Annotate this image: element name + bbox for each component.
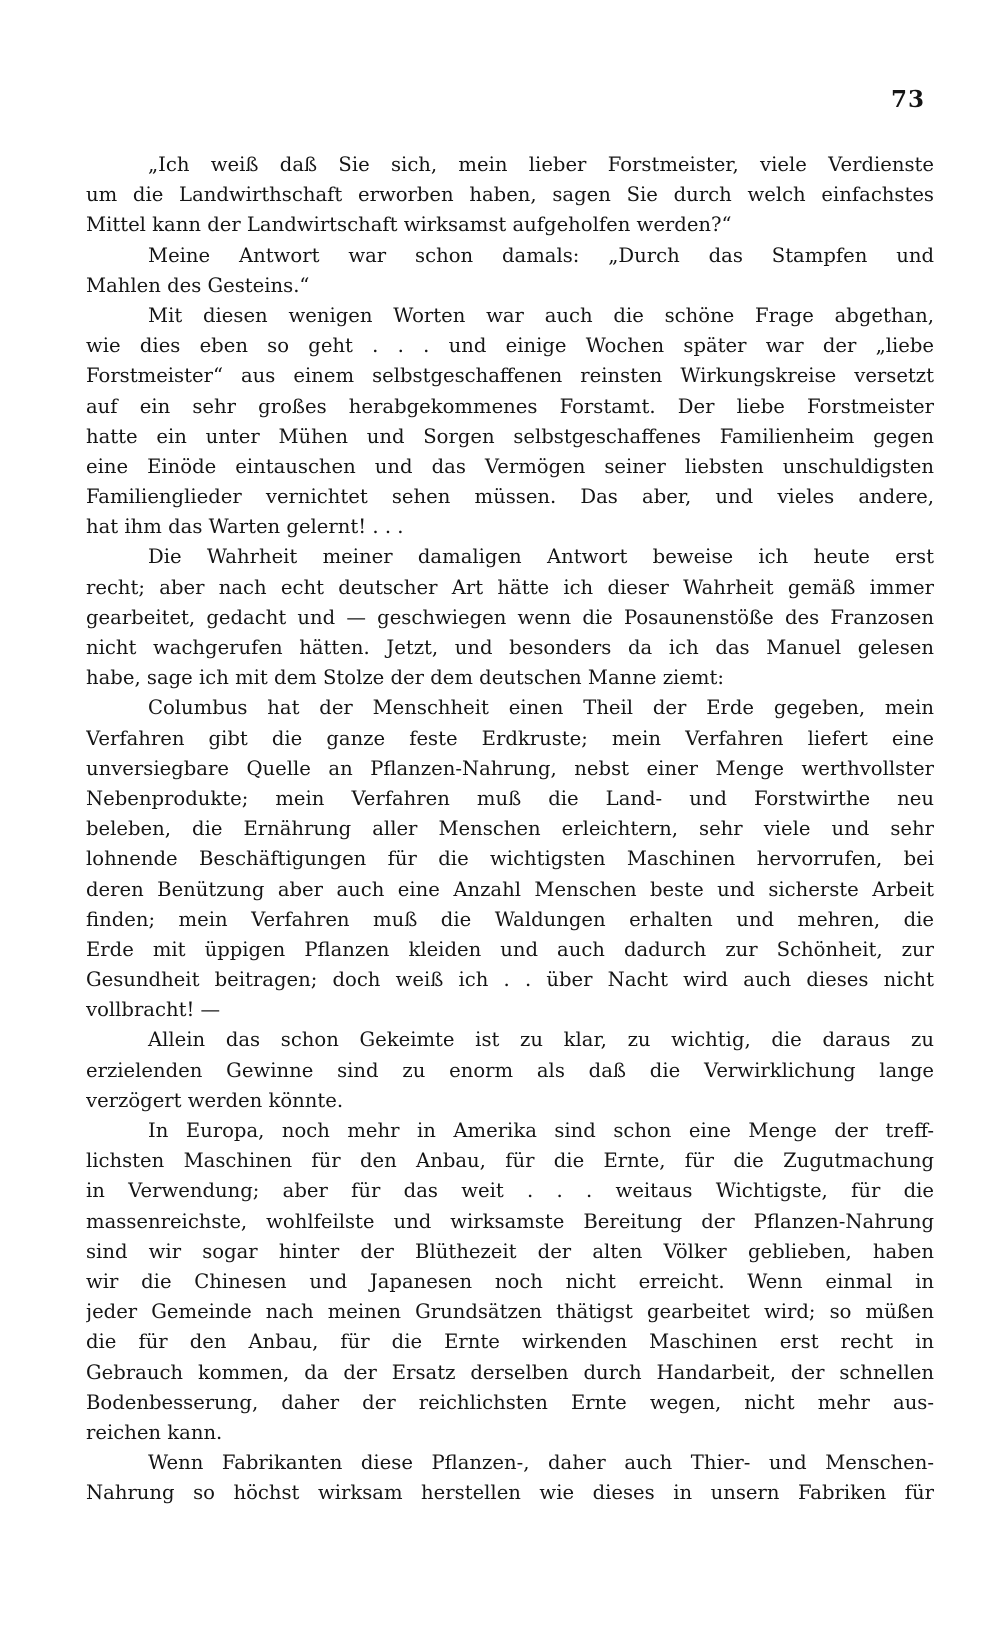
text-line: gearbeitet, gedacht und — geschwiegen wenn die Posaunenstöße des Franzosen [86, 605, 934, 629]
text-line: finden; mein Verfahren muß die Waldungen erhalten und mehren, die [86, 907, 934, 931]
text-line: hat ihm das Warten gelernt! . . . [86, 515, 404, 539]
text-line: deren Benützung aber auch eine Anzahl Menschen beste und sicherste Arbeit [86, 877, 934, 901]
paragraph [86, 542, 934, 693]
paragraph [86, 1025, 934, 1116]
text-line: eine Einöde eintauschen und das Vermögen seiner liebsten unschuldigsten [86, 454, 934, 478]
text-line: sind wir sogar hinter der Blüthezeit der alten Völker geblieben, haben [86, 1239, 934, 1263]
paragraph [86, 1116, 934, 1448]
text-line: hatte ein unter Mühen und Sorgen selbstgeschaffenes Familienheim gegen [86, 424, 934, 448]
text-line: Mittel kann der Landwirtschaft wirksamst aufgeholfen werden?“ [86, 213, 732, 237]
text-block [86, 150, 934, 1508]
text-line: Gesundheit beitragen; doch weiß ich . . über Nacht wird auch dieses nicht [86, 968, 934, 992]
text-line: Nebenprodukte; mein Verfahren muß die Land- und Forstwirthe neu [86, 786, 934, 810]
text-line: Nahrung so höchst wirksam herstellen wie dieses in unsern Fabriken für [86, 1481, 934, 1505]
text-line: Bodenbesserung, daher der reichlichsten Ernte wegen, nicht mehr aus- [86, 1390, 934, 1414]
text-line: um die Landwirthschaft erworben haben, sagen Sie durch welch einfachstes [86, 183, 934, 207]
paragraph [86, 150, 934, 241]
text-line: „Ich weiß daß Sie sich, mein lieber Forstmeister, viele Verdienste [148, 153, 934, 176]
text-line: Meine Antwort war schon damals: „Durch das Stampfen und [148, 243, 934, 267]
text-line: In Europa, noch mehr in Amerika sind schon eine Menge der treff- [148, 1119, 934, 1142]
paragraph [86, 1448, 934, 1508]
text-line: Familienglieder vernichtet sehen müssen. Das aber, und vieles andere, [86, 485, 934, 509]
text-line: wir die Chinesen und Japanesen noch nicht erreicht. Wenn einmal in [86, 1269, 934, 1293]
paragraph [86, 301, 934, 543]
text-line: jeder Gemeinde nach meinen Grundsätzen thätigst gearbeitet wird; so müßen [86, 1300, 934, 1324]
text-line: Mit diesen wenigen Worten war auch die schöne Frage abgethan, [148, 303, 934, 327]
text-line: in Verwendung; aber für das weit . . . weitaus Wichtigste, für die [86, 1179, 934, 1203]
text-line: unversiegbare Quelle an Pflanzen-Nahrung, nebst einer Menge werthvollster [86, 756, 934, 780]
text-line: habe, sage ich mit dem Stolze der dem deutschen Manne ziemt: [86, 666, 724, 690]
text-line: die für den Anbau, für die Ernte wirkenden Maschinen erst recht in [86, 1330, 934, 1354]
text-line: lohnende Beschäftigungen für die wichtigsten Maschinen hervorrufen, bei [86, 847, 934, 871]
text-line: Gebrauch kommen, da der Ersatz derselben durch Handarbeit, der schnellen [86, 1360, 934, 1384]
text-line: Allein das schon Gekeimte ist zu klar, zu wichtig, die daraus zu [148, 1028, 934, 1052]
text-line: Mahlen des Gesteins.“ [86, 273, 310, 297]
text-line: massenreichste, wohlfeilste und wirksamste Bereitung der Pflanzen-Nahrung [86, 1209, 934, 1233]
text-line: verzögert werden könnte. [86, 1088, 344, 1112]
text-line: Die Wahrheit meiner damaligen Antwort beweise ich heute erst [148, 545, 934, 569]
text-line: vollbracht! — [86, 998, 221, 1022]
text-line: reichen kann. [86, 1420, 223, 1444]
text-line: Columbus hat der Menschheit einen Theil der Erde gegeben, mein [148, 696, 934, 720]
text-line: Forstmeister“ aus einem selbstgeschaffenen reinsten Wirkungskreise versetzt [86, 364, 934, 388]
text-line: beleben, die Ernährung aller Menschen erleichtern, sehr viele und sehr [86, 817, 934, 841]
text-line: Erde mit üppigen Pflanzen kleiden und auch dadurch zur Schönheit, zur [86, 937, 934, 961]
text-line: auf ein sehr großes herabgekommenes Forstamt. Der liebe Forstmeister [86, 394, 934, 418]
paragraph [86, 693, 934, 1025]
text-line: Wenn Fabrikanten diese Pflanzen-, daher auch Thier- und Menschen- [148, 1451, 934, 1475]
text-line: erzielenden Gewinne sind zu enorm als daß die Verwirklichung lange [86, 1058, 934, 1082]
text-line: nicht wachgerufen hätten. Jetzt, und besonders da ich das Manuel gelesen [86, 636, 934, 659]
text-line: recht; aber nach echt deutscher Art hätte ich dieser Wahrheit gemäß immer [86, 575, 934, 599]
text-line: lichsten Maschinen für den Anbau, für die Ernte, für die Zugutmachung [86, 1149, 934, 1173]
text-line: Verfahren gibt die ganze feste Erdkruste; mein Verfahren liefert eine [86, 726, 934, 750]
text-line: wie dies eben so geht . . . und einige Wochen später war der „liebe [86, 334, 934, 358]
page-number: 73 [890, 86, 925, 113]
paragraph [86, 241, 934, 301]
